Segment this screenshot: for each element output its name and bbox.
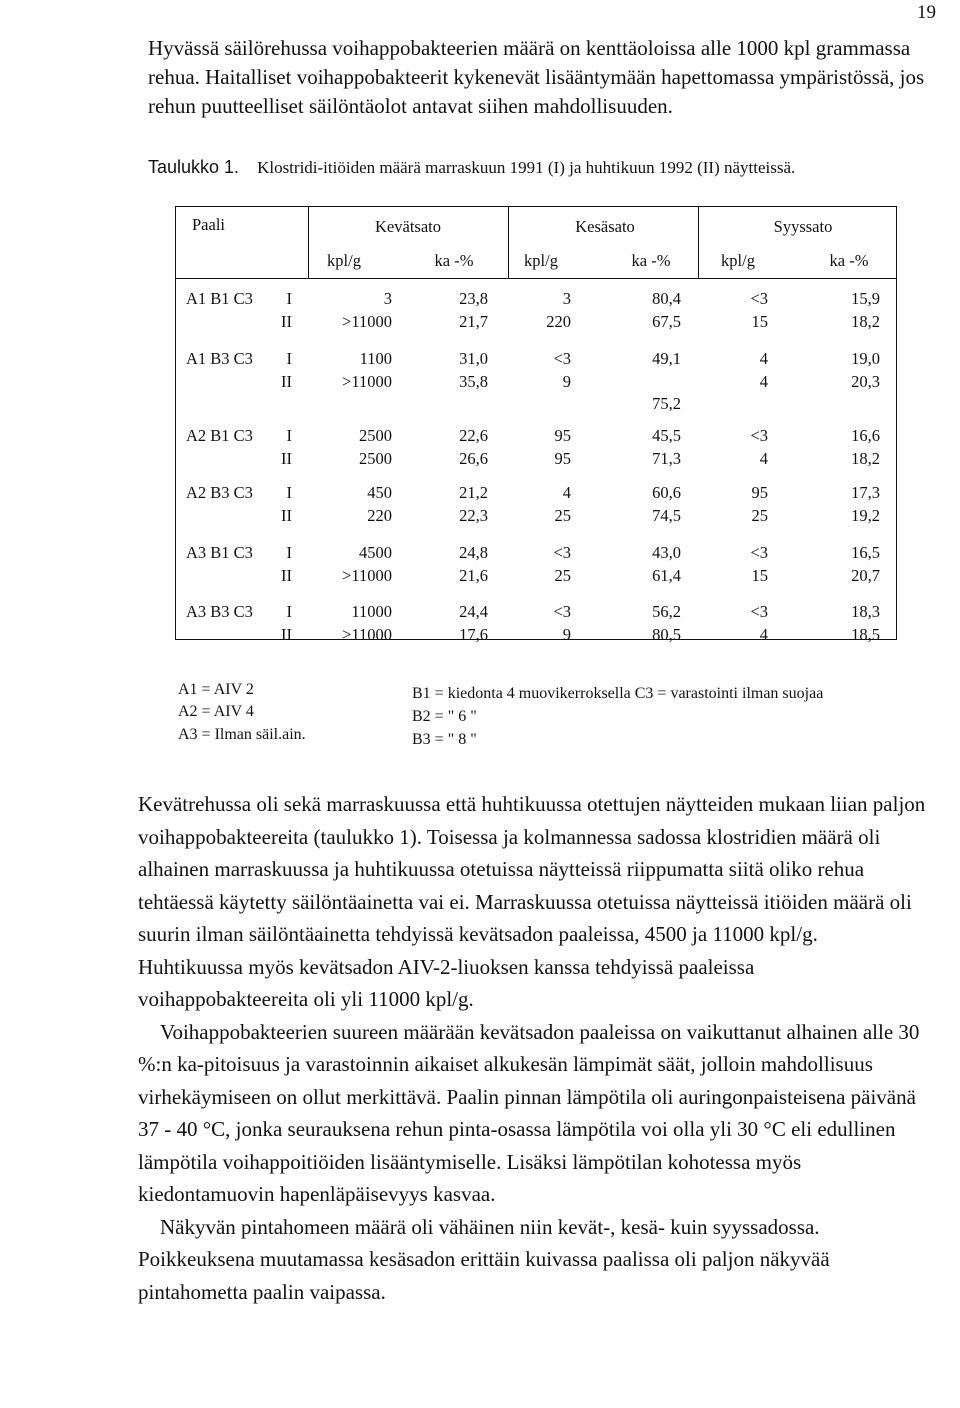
table-cell: 20,3: [851, 372, 880, 391]
body-paragraph: Näkyvän pintahomeen määrä oli vähäinen niin kevät-, kesä- kuin syyssadossa. Poikkeuksena muutamassa kesäsadon erittäin kuivassa paalissa oli paljon näkyvää pintahometta paalin vaipassa.: [138, 1214, 830, 1304]
table-cell: 2500: [359, 426, 392, 445]
data-table: [175, 206, 897, 644]
table-cell: 24,8: [459, 543, 488, 562]
legend-right-line: B1 = kiedonta 4 muovikerroksella C3 = varastointi ilman suojaa: [412, 685, 824, 702]
header-divider: [176, 278, 896, 279]
caption-label: Taulukko 1.: [148, 157, 240, 177]
table-cell: 3: [383, 289, 392, 308]
header-unit: kpl/g: [524, 251, 558, 270]
table-cell: 18,2: [851, 449, 880, 468]
table-cell: 95: [554, 426, 571, 445]
table-cell: <3: [750, 426, 768, 445]
table-cell: 3: [562, 289, 571, 308]
page-number: 19: [917, 2, 936, 23]
header-unit: ka -%: [434, 251, 474, 270]
period-cell: II: [281, 449, 292, 468]
table-cell: 21,2: [459, 483, 488, 502]
table-cell: 31,0: [459, 349, 488, 368]
table-cell: 24,4: [459, 602, 488, 621]
period-cell: II: [281, 506, 292, 525]
table-cell: >11000: [342, 372, 392, 391]
table-cell: 56,2: [652, 602, 681, 621]
bale-id-cell: A1 B3 C3: [186, 349, 253, 368]
table-cell: 49,1: [652, 349, 681, 368]
legend-left-line: A1 = AIV 2: [178, 681, 254, 698]
header-group: Syyssato: [773, 217, 833, 236]
header-group: Kevätsato: [375, 217, 441, 236]
period-cell: II: [281, 312, 292, 331]
table-cell: 450: [367, 483, 392, 502]
table-cell: 4: [759, 372, 768, 391]
period-cell: I: [286, 483, 292, 502]
table-cell: 67,5: [652, 312, 681, 331]
table-cell: 21,7: [459, 312, 488, 331]
table-cell: 19,0: [851, 349, 880, 368]
body-paragraph: Voihappobakteerien suureen määrään kevätsadon paaleissa on vaikuttanut alhainen alle 30 %:n ka-pitoisuus ja varastoinnin aikaiset alkukesän lämpimät säät, jolloin mahdollisuus virhekäymiseen on ollut merkittävä. Paalin pinnan lämpötila oli auringonpaisteisena päivänä 37 - 40 °C, jonka seurauksena rehun pinta-osassa lämpötila voi olla yli 30 °C eli edullinen lämpötila voihappoitiöiden lisääntymiselle. Lisäksi lämpötilan kohotessa myös kiedontamuovin hapenläpäisevyys kasvaa.: [138, 1019, 920, 1206]
bale-id-cell: A2 B1 C3: [186, 426, 253, 445]
table-cell: <3: [750, 602, 768, 621]
table-cell: 21,6: [459, 566, 488, 585]
header-paali: Paali: [192, 215, 225, 234]
period-cell: I: [286, 349, 292, 368]
table-cell: 18,2: [851, 312, 880, 331]
table-cell: 23,8: [459, 289, 488, 308]
table-cell: 9: [562, 625, 571, 644]
column-divider: [698, 207, 699, 278]
table-cell: <3: [553, 602, 571, 621]
table-cell: 19,2: [851, 506, 880, 525]
table-cell: 15,9: [851, 289, 880, 308]
table-cell: 11000: [351, 602, 392, 621]
table-cell: 4: [759, 449, 768, 468]
table-cell: <3: [750, 543, 768, 562]
period-cell: I: [286, 289, 292, 308]
legend-left-line: A2 = AIV 4: [178, 703, 254, 720]
table-cell: 16,5: [851, 543, 880, 562]
table-cell: 45,5: [652, 426, 681, 445]
bale-id-cell: A2 B3 C3: [186, 483, 253, 502]
table-cell: <3: [553, 543, 571, 562]
table-cell: 18,3: [851, 602, 880, 621]
intro-paragraph: Hyvässä säilörehussa voihappobakteerien määrä on kenttäoloissa alle 1000 kpl grammassa rehua. Haitalliset voihappobakteerit kykenevät lisääntymään hapettomassa ympäristössä, jos rehun puutteelliset säilöntäolot antavat siihen mahdollisuuden.: [148, 36, 925, 118]
table-cell: 17,6: [459, 625, 488, 644]
legend-right-line: B3 = " 8 ": [412, 731, 477, 748]
table-cell: 16,6: [851, 426, 880, 445]
table-cell: 4: [759, 625, 768, 644]
body-paragraph: Kevätrehussa oli sekä marraskuussa että huhtikuussa otettujen näytteiden mukaan liian paljon voihappobakteereita (taulukko 1). Toisessa ja kolmannessa sadossa klostridien määrä oli alhainen marraskuussa ja huhtikuussa otetuissa näytteissä riippumatta siitä oliko rehua tehtäessä käytetty säilöntäainetta vai ei. Marraskuussa otetuissa näytteissä itiöiden määrä oli suurin ilman säilöntäainetta tehdyissä kevätsadon paaleissa, 4500 ja 11000 kpl/g. Huhtikuussa myös kevätsadon AIV-2-liuoksen kanssa tehdyissä paaleissa voihappobakteereita oli yli 11000 kpl/g.: [138, 792, 926, 1011]
header-unit: kpl/g: [327, 251, 361, 270]
table-cell: 80,5: [652, 625, 681, 644]
table-cell: <3: [553, 349, 571, 368]
header-unit: ka -%: [631, 251, 671, 270]
caption-text: Klostridi-itiöiden määrä marraskuun 1991 (I) ja huhtikuun 1992 (II) näytteissä.: [257, 158, 796, 177]
table-cell: >11000: [342, 566, 392, 585]
period-cell: II: [281, 625, 292, 644]
legend-right-line: B2 = " 6 ": [412, 708, 477, 725]
table-cell: 74,5: [652, 506, 681, 525]
table-cell: 15: [751, 566, 768, 585]
table-cell: 60,6: [652, 483, 681, 502]
table-cell: 17,3: [851, 483, 880, 502]
period-cell: II: [281, 566, 292, 585]
table-cell: 15: [751, 312, 768, 331]
table-cell: 35,8: [459, 372, 488, 391]
table-cell: 25: [554, 506, 571, 525]
table-cell: 4: [759, 349, 768, 368]
table-cell: 25: [554, 566, 571, 585]
period-cell: II: [281, 372, 292, 391]
table-cell: 75,2: [652, 394, 681, 413]
table-cell: 2500: [359, 449, 392, 468]
period-cell: I: [286, 543, 292, 562]
bale-id-cell: A1 B1 C3: [186, 289, 253, 308]
table-cell: 25: [751, 506, 768, 525]
period-cell: I: [286, 426, 292, 445]
table-cell: 71,3: [652, 449, 681, 468]
table-cell: 4: [562, 483, 571, 502]
table-cell: >11000: [342, 312, 392, 331]
table-cell: 22,3: [459, 506, 488, 525]
period-cell: I: [286, 602, 292, 621]
body-text: [138, 788, 928, 1308]
table-cell: 61,4: [652, 566, 681, 585]
table-cell: 20,7: [851, 566, 880, 585]
table-cell: 1100: [359, 349, 392, 368]
bale-id-cell: A3 B1 C3: [186, 543, 253, 562]
table-cell: 43,0: [652, 543, 681, 562]
table-cell: 26,6: [459, 449, 488, 468]
table-cell: 18,5: [851, 625, 880, 644]
header-unit: ka -%: [829, 251, 869, 270]
table-cell: 220: [367, 506, 392, 525]
header-unit: kpl/g: [721, 251, 755, 270]
table-cell: <3: [750, 289, 768, 308]
column-divider: [508, 207, 509, 278]
table-cell: 220: [546, 312, 571, 331]
legend-left-line: A3 = Ilman säil.ain.: [178, 726, 306, 743]
table-cell: 22,6: [459, 426, 488, 445]
table-caption: [148, 157, 795, 178]
table-cell: 95: [751, 483, 768, 502]
bale-id-cell: A3 B3 C3: [186, 602, 253, 621]
table-cell: >11000: [342, 625, 392, 644]
header-group: Kesäsato: [575, 217, 635, 236]
table-cell: 9: [562, 372, 571, 391]
table-cell: 4500: [359, 543, 392, 562]
table-cell: 80,4: [652, 289, 681, 308]
column-divider: [308, 207, 309, 278]
table-cell: 95: [554, 449, 571, 468]
